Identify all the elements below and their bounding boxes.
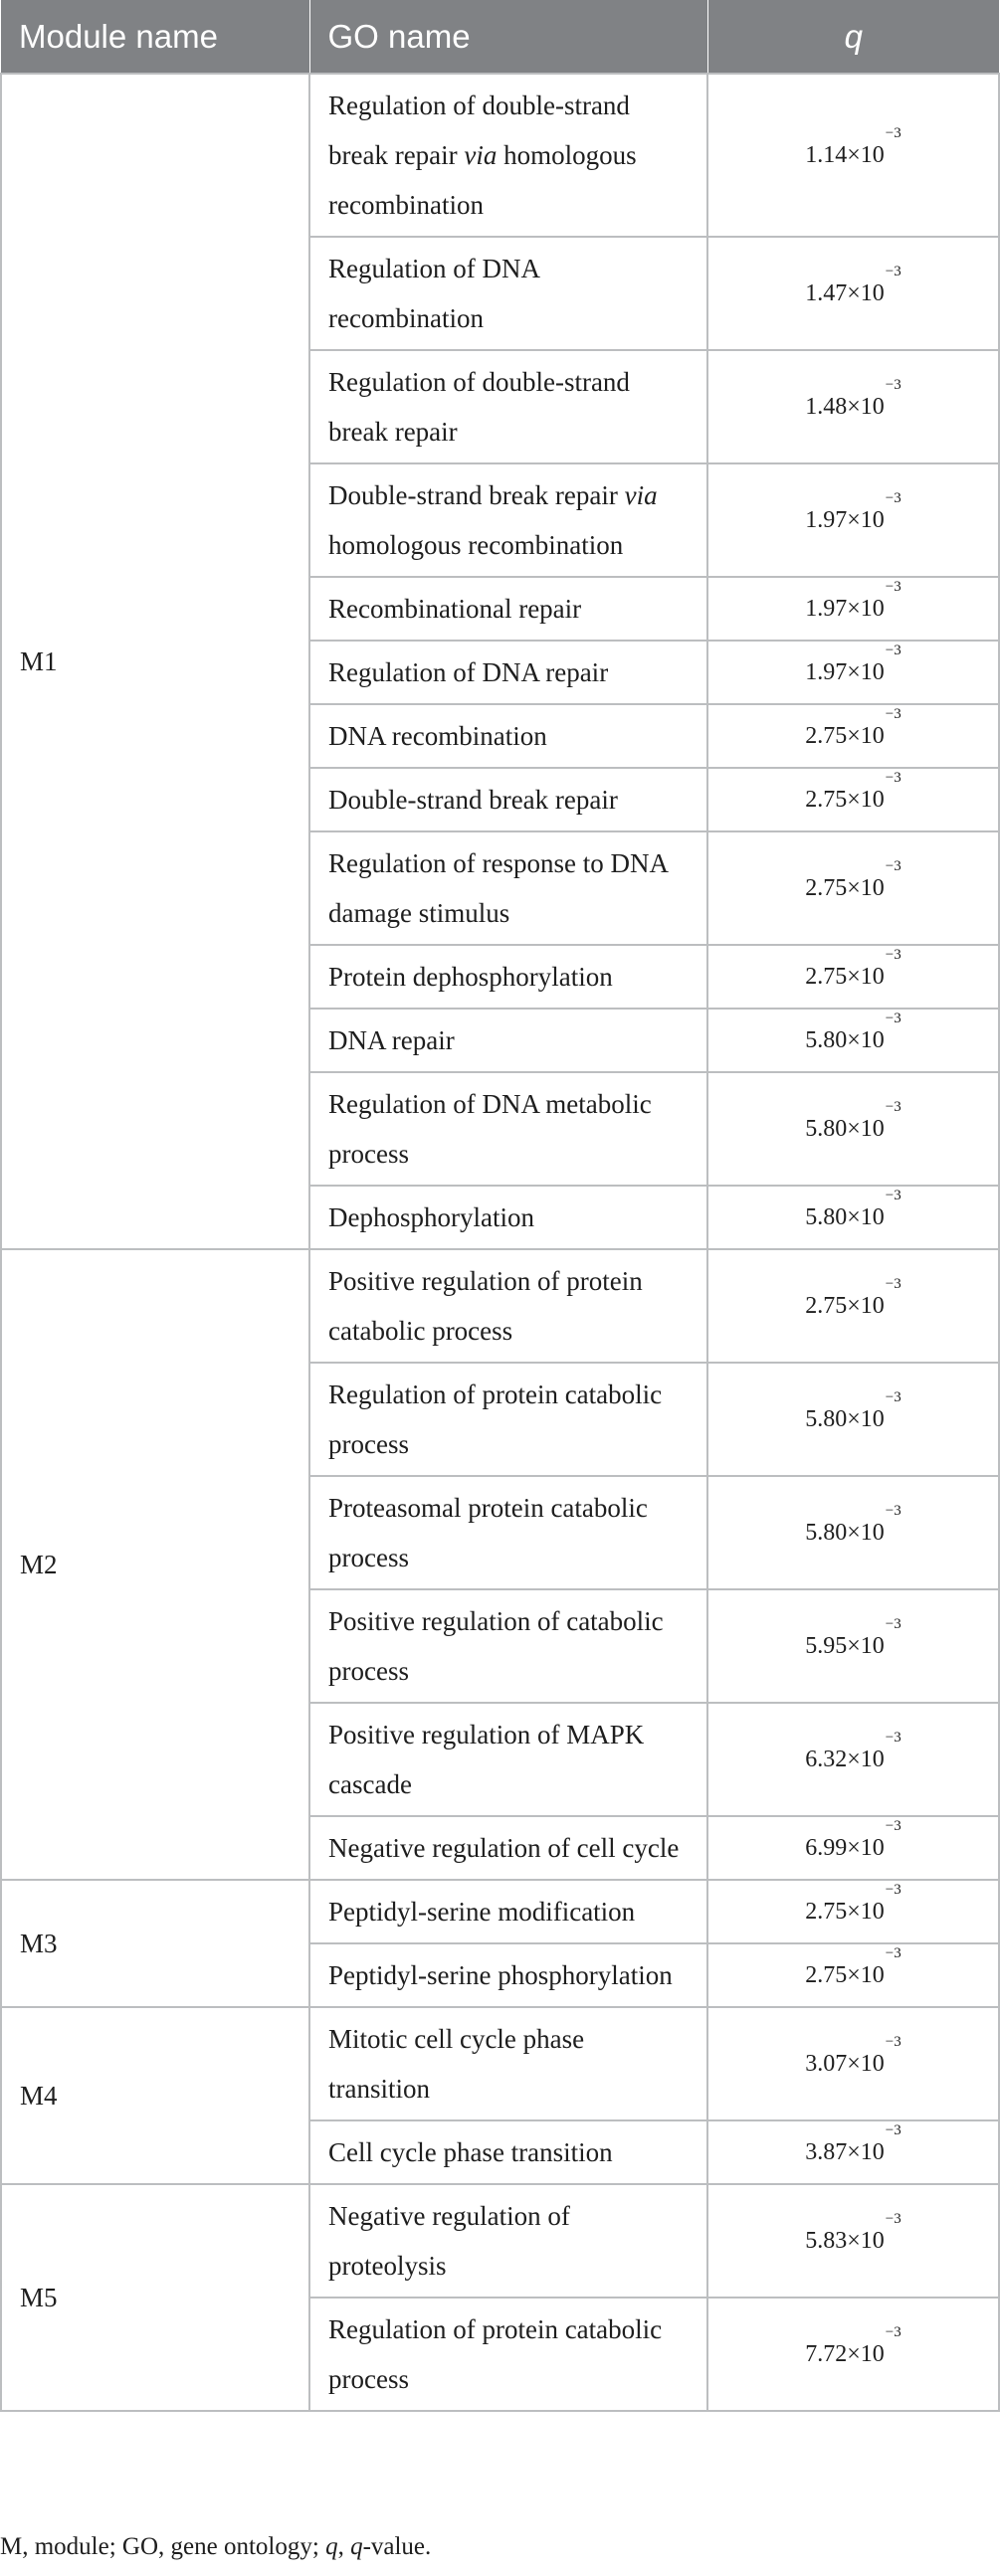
q-mantissa: 1.97 [805, 507, 848, 533]
times-sign: × [847, 596, 861, 622]
q-base: 10 [860, 875, 885, 901]
q-value-cell [707, 1249, 999, 1363]
italic-text: via [464, 140, 498, 170]
go-name-cell: Proteasomal protein catabolic process [309, 1476, 707, 1589]
times-sign: × [847, 1747, 861, 1772]
q-value-cell [707, 945, 999, 1009]
go-name-cell: Regulation of response to DNA damage stimulus [309, 831, 707, 945]
text-segment: homologous recombination [328, 530, 624, 560]
times-sign: × [847, 1520, 861, 1546]
q-mantissa: 1.97 [805, 596, 848, 622]
go-name-cell: Mitotic cell cycle phase transition [309, 2007, 707, 2120]
module-name-cell: M5 [1, 2184, 309, 2411]
times-sign: × [847, 964, 861, 990]
q-mantissa: 2.75 [805, 1293, 848, 1319]
go-name-cell [309, 74, 707, 237]
go-name-cell: Negative regulation of cell cycle [309, 1816, 707, 1880]
q-value-cell [707, 641, 999, 704]
q-base: 10 [860, 1027, 885, 1053]
text-segment: M, module; GO, gene ontology; [0, 2533, 326, 2560]
q-base: 10 [860, 1835, 885, 1861]
q-value-cell [707, 463, 999, 577]
italic-text: q [325, 2533, 338, 2560]
q-mantissa: 7.72 [805, 2341, 848, 2367]
module-name-cell: M3 [1, 1880, 309, 2007]
q-base: 10 [860, 280, 885, 306]
q-exponent: −3 [885, 947, 901, 963]
q-base: 10 [860, 964, 885, 990]
go-name-cell: Dephosphorylation [309, 1186, 707, 1249]
q-mantissa: 2.75 [805, 1962, 848, 1988]
times-sign: × [847, 723, 861, 749]
times-sign: × [847, 1204, 861, 1230]
text-segment: Regulation of double-strand break repair [328, 91, 630, 170]
q-mantissa: 5.80 [805, 1027, 848, 1053]
times-sign: × [847, 1962, 861, 1988]
q-base: 10 [860, 1204, 885, 1230]
q-mantissa: 2.75 [805, 875, 848, 901]
table-row [1, 1249, 999, 1363]
times-sign: × [847, 659, 861, 685]
q-base: 10 [860, 596, 885, 622]
times-sign: × [847, 2139, 861, 2165]
times-sign: × [847, 142, 861, 168]
q-value-cell [707, 768, 999, 831]
times-sign: × [847, 2228, 861, 2254]
times-sign: × [847, 1835, 861, 1861]
times-sign: × [847, 1116, 861, 1142]
q-exponent: −3 [885, 1099, 901, 1115]
q-base: 10 [860, 1520, 885, 1546]
q-value-cell [707, 2184, 999, 2298]
table-header [1, 0, 999, 74]
times-sign: × [847, 875, 861, 901]
italic-text: q [350, 2533, 363, 2560]
q-base: 10 [860, 507, 885, 533]
header-go-name: GO name [309, 0, 707, 74]
q-value-cell [707, 2298, 999, 2411]
q-exponent: −3 [885, 377, 901, 393]
q-value-cell [707, 2007, 999, 2120]
q-base: 10 [860, 1747, 885, 1772]
q-exponent: −3 [885, 490, 901, 506]
header-module-name: Module name [1, 0, 309, 74]
module-name-cell: M4 [1, 2007, 309, 2184]
table-body [1, 74, 999, 2411]
q-exponent: −3 [885, 1503, 901, 1519]
go-name-cell: Regulation of double-strand break repair [309, 350, 707, 463]
q-exponent: −3 [885, 2034, 901, 2050]
q-value-cell [707, 350, 999, 463]
table-row [1, 74, 999, 237]
q-value-cell [707, 704, 999, 768]
q-exponent: −3 [885, 2211, 901, 2227]
q-exponent: −3 [885, 1616, 901, 1632]
q-base: 10 [860, 394, 885, 420]
q-exponent: −3 [885, 579, 901, 595]
q-value-cell [707, 1589, 999, 1703]
module-name-cell: M1 [1, 74, 309, 1249]
header-q: q [707, 0, 999, 74]
q-exponent: −3 [885, 2324, 901, 2340]
go-name-cell [309, 463, 707, 577]
q-base: 10 [860, 1406, 885, 1432]
q-value-cell [707, 1816, 999, 1880]
q-value-cell [707, 1943, 999, 2007]
q-base: 10 [860, 659, 885, 685]
q-base: 10 [860, 1116, 885, 1142]
q-value-cell [707, 1186, 999, 1249]
q-exponent: −3 [885, 1730, 901, 1746]
q-mantissa: 5.80 [805, 1116, 848, 1142]
q-mantissa: 1.48 [805, 394, 848, 420]
q-value-cell [707, 1880, 999, 1943]
q-base: 10 [860, 2051, 885, 2077]
q-exponent: −3 [885, 1188, 901, 1203]
q-value-cell [707, 577, 999, 641]
q-exponent: −3 [885, 2122, 901, 2138]
q-value-cell [707, 1703, 999, 1816]
q-base: 10 [860, 2139, 885, 2165]
go-name-cell: Positive regulation of protein catabolic process [309, 1249, 707, 1363]
times-sign: × [847, 2051, 861, 2077]
times-sign: × [847, 394, 861, 420]
q-mantissa: 2.75 [805, 723, 848, 749]
go-name-cell: Positive regulation of catabolic process [309, 1589, 707, 1703]
q-base: 10 [860, 1293, 885, 1319]
q-exponent: −3 [885, 125, 901, 141]
module-name-cell: M2 [1, 1249, 309, 1880]
q-mantissa: 5.83 [805, 2228, 848, 2254]
times-sign: × [847, 1406, 861, 1432]
q-mantissa: 5.95 [805, 1633, 848, 1659]
go-name-cell: DNA recombination [309, 704, 707, 768]
q-exponent: −3 [885, 1011, 901, 1026]
q-base: 10 [860, 1633, 885, 1659]
q-mantissa: 3.07 [805, 2051, 848, 2077]
go-name-cell: Double-strand break repair [309, 768, 707, 831]
q-mantissa: 5.80 [805, 1204, 848, 1230]
text-segment: -value. [362, 2533, 432, 2560]
times-sign: × [847, 2341, 861, 2367]
q-value-cell [707, 1009, 999, 1072]
q-exponent: −3 [885, 1882, 901, 1898]
times-sign: × [847, 507, 861, 533]
go-name-cell: Regulation of protein catabolic process [309, 2298, 707, 2411]
go-name-cell: Negative regulation of proteolysis [309, 2184, 707, 2298]
q-value-cell [707, 74, 999, 237]
q-base: 10 [860, 1962, 885, 1988]
times-sign: × [847, 1633, 861, 1659]
header-row [1, 0, 999, 74]
q-exponent: −3 [885, 264, 901, 279]
q-base: 10 [860, 142, 885, 168]
q-exponent: −3 [885, 770, 901, 786]
go-name-cell: DNA repair [309, 1009, 707, 1072]
q-base: 10 [860, 1899, 885, 1925]
q-exponent: −3 [885, 1818, 901, 1834]
times-sign: × [847, 787, 861, 813]
q-value-cell [707, 2120, 999, 2184]
q-base: 10 [860, 787, 885, 813]
table-row [1, 2184, 999, 2298]
q-value-cell [707, 1363, 999, 1476]
q-mantissa: 5.80 [805, 1520, 848, 1546]
q-value-cell [707, 1072, 999, 1186]
q-mantissa: 6.99 [805, 1835, 848, 1861]
q-exponent: −3 [885, 1389, 901, 1405]
times-sign: × [847, 280, 861, 306]
q-mantissa: 6.32 [805, 1747, 848, 1772]
q-base: 10 [860, 723, 885, 749]
q-base: 10 [860, 2341, 885, 2367]
q-mantissa: 1.14 [805, 142, 848, 168]
go-name-cell: Regulation of DNA metabolic process [309, 1072, 707, 1186]
text-segment: , [337, 2533, 351, 2560]
q-mantissa: 2.75 [805, 1899, 848, 1925]
table-row [1, 1880, 999, 1943]
text-segment: Double-strand break repair [328, 480, 625, 510]
q-exponent: −3 [885, 706, 901, 722]
times-sign: × [847, 1899, 861, 1925]
go-name-cell: Regulation of protein catabolic process [309, 1363, 707, 1476]
q-exponent: −3 [885, 858, 901, 874]
go-name-cell: Regulation of DNA repair [309, 641, 707, 704]
q-mantissa: 1.97 [805, 659, 848, 685]
italic-text: via [624, 480, 658, 510]
text-segment: homologous recombination [328, 140, 637, 220]
go-name-cell: Cell cycle phase transition [309, 2120, 707, 2184]
q-base: 10 [860, 2228, 885, 2254]
q-value-cell [707, 1476, 999, 1589]
q-exponent: −3 [885, 643, 901, 658]
table-footnote [0, 2533, 431, 2561]
go-name-cell: Recombinational repair [309, 577, 707, 641]
q-mantissa: 1.47 [805, 280, 848, 306]
q-mantissa: 3.87 [805, 2139, 848, 2165]
go-name-cell: Protein dephosphorylation [309, 945, 707, 1009]
go-name-cell: Peptidyl-serine modification [309, 1880, 707, 1943]
q-value-cell [707, 831, 999, 945]
q-exponent: −3 [885, 1945, 901, 1961]
go-name-cell: Positive regulation of MAPK cascade [309, 1703, 707, 1816]
q-mantissa: 2.75 [805, 964, 848, 990]
go-name-cell: Regulation of DNA recombination [309, 237, 707, 350]
q-mantissa: 2.75 [805, 787, 848, 813]
q-value-cell [707, 237, 999, 350]
go-name-cell: Peptidyl-serine phosphorylation [309, 1943, 707, 2007]
times-sign: × [847, 1027, 861, 1053]
times-sign: × [847, 1293, 861, 1319]
q-mantissa: 5.80 [805, 1406, 848, 1432]
table-row [1, 2007, 999, 2120]
q-exponent: −3 [885, 1276, 901, 1292]
